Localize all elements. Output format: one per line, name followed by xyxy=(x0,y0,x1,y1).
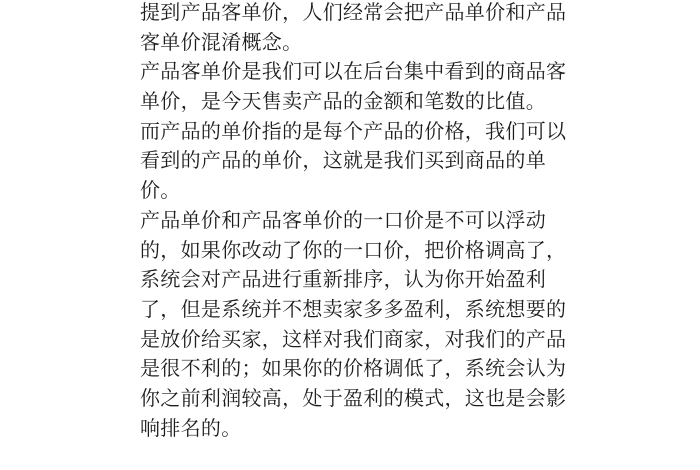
text-line-4: 单价，是今天售卖产品的金额和笔数的比值。 xyxy=(140,89,546,114)
article-text xyxy=(140,0,570,443)
text-line-7: 价。 xyxy=(140,178,181,203)
text-line-9: 的，如果你改动了你的一口价，把价格调高了， xyxy=(140,237,567,262)
text-line-14: 你之前利润较高，处于盈利的模式，这也是会影 xyxy=(140,385,567,410)
text-line-8: 产品单价和产品客单价的一口价是不可以浮动 xyxy=(140,207,546,232)
text-line-5: 而产品的单价指的是每个产品的价格，我们可以 xyxy=(140,118,567,143)
text-line-1: 提到产品客单价，人们经常会把产品单价和产品 xyxy=(140,0,567,24)
text-line-2: 客单价混淆概念。 xyxy=(140,29,303,54)
text-line-6: 看到的产品的单价，这就是我们买到商品的单 xyxy=(140,148,546,173)
text-line-11: 了，但是系统并不想卖家多多盈利，系统想要的 xyxy=(140,296,567,321)
text-line-13: 是很不利的；如果你的价格调低了，系统会认为 xyxy=(140,356,567,381)
text-line-15: 响排名的。 xyxy=(140,415,242,440)
text-line-3: 产品客单价是我们可以在后台集中看到的商品客 xyxy=(140,59,567,84)
text-line-10: 系统会对产品进行重新排序，认为你开始盈利 xyxy=(140,267,546,292)
text-line-12: 是放价给买家，这样对我们商家，对我们的产品 xyxy=(140,326,567,351)
